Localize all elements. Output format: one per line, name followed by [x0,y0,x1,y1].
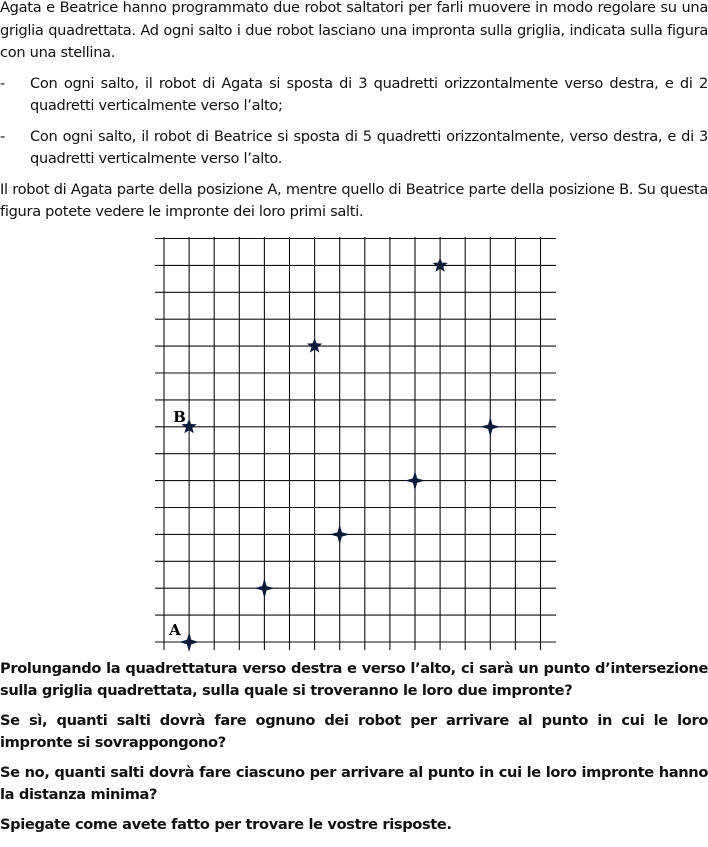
figure-container [0,232,708,652]
question-2: Se sì, quanti salti dovrà fare ognuno dei robot per arrivare al punto in cui le loro impronte si sovrappongono? [0,711,708,751]
bullet-beatrice-text: Con ogni salto, il robot di Beatrice si sposta di 5 quadretti orizzontalmente, verso destra, e di 3 quadretti verticalmente verso l’alto. [30,127,708,167]
label-a: A [169,620,181,639]
agata-footprint-icon [330,524,350,544]
agata-footprint-icon [480,416,500,436]
start-paragraph: Il robot di Agata parte della posizione A, mentre quello di Beatrice parte della posizione B. Su questa figura potete vedere le impronte dei loro primi salti. [0,180,708,220]
bullet-agata-text: Con ogni salto, il robot di Agata si sposta di 3 quadretti orizzontalmente verso destra, e di 2 quadretti verticalmente verso l’alto; [30,74,708,114]
grid-figure [150,232,560,652]
bullet-agata [0,73,708,118]
question-3: Se no, quanti salti dovrà fare ciascuno per arrivare al punto in cui le loro impronte hanno la distanza minima? [0,763,708,803]
agata-footprint-icon [254,578,274,598]
bullet-dash: - [0,74,5,92]
question-4: Spiegate come avete fatto per trovare le vostre risposte. [0,815,452,833]
question-1: Prolungando la quadrettatura verso destra e verso l’alto, ci sarà un punto d’intersezione sulla griglia quadrettata, sulla quale si troveranno le loro due impronte? [0,659,708,699]
label-b: B [173,407,186,426]
agata-footprint-icon [405,470,425,490]
intro-paragraph: Agata e Beatrice hanno programmato due robot saltatori per farli muovere in modo regolare su una griglia quadrettata. Ad ogni salto i due robot lasciano una impronta sulla griglia, indicata sulla figura con una stellina. [0,0,708,61]
bullet-dash: - [0,127,5,145]
bullet-beatrice [0,126,708,171]
agata-start-mark [179,632,199,652]
